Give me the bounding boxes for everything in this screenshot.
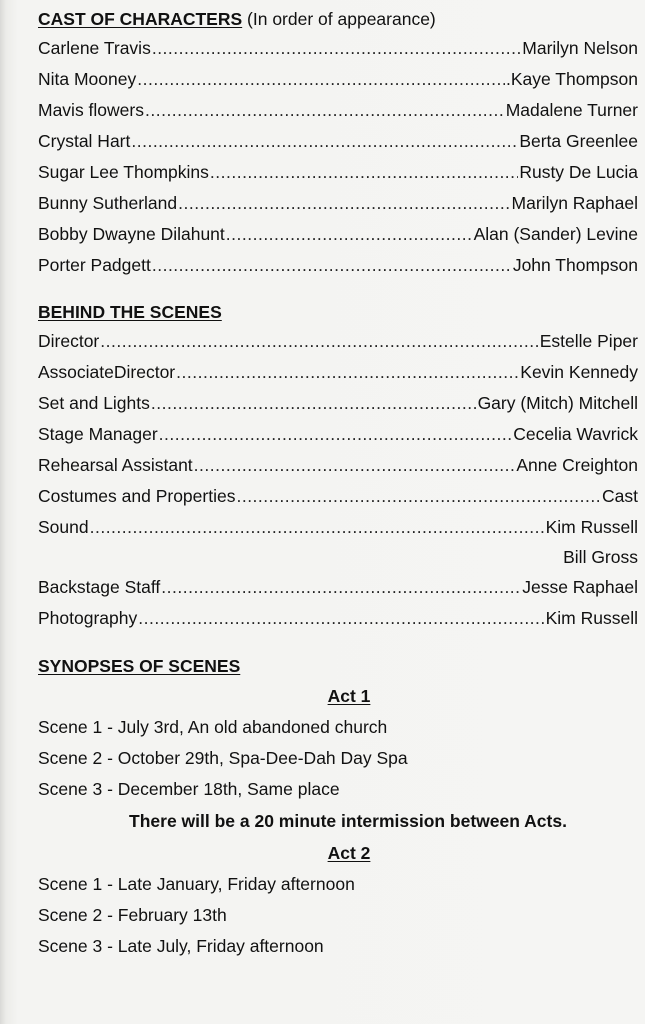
crew-row bbox=[38, 572, 638, 603]
dot-leader bbox=[210, 157, 518, 188]
cast-actor: Madalene Turner bbox=[505, 100, 638, 120]
scene-item: Scene 2 - February 13th bbox=[38, 905, 227, 925]
synopsis-heading-title: SYNOPSES OF SCENES bbox=[38, 656, 241, 676]
crew-heading-title: BEHIND THE SCENES bbox=[38, 302, 222, 322]
dot-leader bbox=[178, 188, 510, 219]
sound-extra-name: Bill Gross bbox=[563, 547, 638, 567]
dot-leader bbox=[100, 326, 538, 357]
dot-leader bbox=[159, 419, 513, 450]
dot-leader bbox=[137, 64, 505, 95]
act-1 bbox=[38, 680, 638, 805]
crew-row bbox=[38, 512, 638, 543]
scene-item: Scene 3 - Late July, Friday afternoon bbox=[38, 936, 324, 956]
crew-role: Director bbox=[38, 331, 100, 351]
cast-role: Bobby Dwayne Dilahunt bbox=[38, 224, 225, 244]
cast-row bbox=[38, 157, 638, 188]
dot-leader bbox=[152, 250, 512, 281]
cast-role: Nita Mooney bbox=[38, 69, 137, 89]
cast-role: Carlene Travis bbox=[38, 38, 151, 58]
dot-leader bbox=[236, 481, 601, 512]
crew-name: Jesse Raphael bbox=[522, 577, 638, 597]
scene-item: Scene 3 - December 18th, Same place bbox=[38, 779, 340, 799]
crew-row bbox=[38, 419, 638, 450]
crew-role: Stage Manager bbox=[38, 424, 158, 444]
crew-role: Set and Lights bbox=[38, 393, 150, 413]
cast-row bbox=[38, 188, 638, 219]
crew-row bbox=[38, 388, 638, 419]
dot-leader bbox=[138, 603, 544, 634]
crew-heading bbox=[38, 298, 638, 326]
crew-name: Anne Creighton bbox=[516, 455, 638, 475]
cast-row bbox=[38, 95, 638, 126]
cast-actor: Alan (Sander) Levine bbox=[473, 224, 638, 244]
crew-name: Kim Russell bbox=[545, 608, 638, 628]
act-1-title: Act 1 bbox=[327, 686, 371, 706]
crew-name: Cecelia Wavrick bbox=[513, 424, 638, 444]
cast-role: Porter Padgett bbox=[38, 255, 151, 275]
crew-name: Gary (Mitch) Mitchell bbox=[477, 393, 638, 413]
cast-role: Bunny Sutherland bbox=[38, 193, 178, 213]
scene-item: Scene 1 - Late January, Friday afternoon bbox=[38, 874, 355, 894]
cast-role: Sugar Lee Thompkins bbox=[38, 162, 209, 182]
cast-actor: .Kaye Thompson bbox=[506, 69, 638, 89]
cast-row bbox=[38, 33, 638, 64]
dot-leader bbox=[152, 33, 521, 64]
cast-actor: Marilyn Raphael bbox=[511, 193, 638, 213]
dot-leader bbox=[145, 95, 505, 126]
crew-name: Estelle Piper bbox=[539, 331, 638, 351]
cast-actor: Rusty De Lucia bbox=[519, 162, 638, 182]
crew-role: Backstage Staff bbox=[38, 577, 161, 597]
cast-actor: Berta Greenlee bbox=[519, 131, 638, 151]
crew-row bbox=[38, 481, 638, 512]
dot-leader bbox=[131, 126, 518, 157]
cast-actor: Marilyn Nelson bbox=[522, 38, 638, 58]
act-2 bbox=[38, 837, 638, 962]
crew-row bbox=[38, 326, 638, 357]
crew-row bbox=[38, 603, 638, 634]
cast-role: Mavis flowers bbox=[38, 100, 144, 120]
intermission-note: There will be a 20 minute intermission between Acts. bbox=[129, 811, 567, 831]
cast-heading bbox=[38, 5, 638, 33]
dot-leader bbox=[194, 450, 516, 481]
dot-leader bbox=[151, 388, 477, 419]
cast-list bbox=[38, 33, 638, 281]
crew-role: Costumes and Properties bbox=[38, 486, 236, 506]
cast-row bbox=[38, 250, 638, 281]
crew-name: Kim Russell bbox=[545, 517, 638, 537]
cast-actor: John Thompson bbox=[512, 255, 638, 275]
cast-heading-note: (In order of appearance) bbox=[242, 9, 436, 29]
cast-row bbox=[38, 64, 638, 95]
scene-item: Scene 2 - October 29th, Spa-Dee-Dah Day Spa bbox=[38, 748, 408, 768]
section-spacer bbox=[38, 634, 638, 652]
cast-heading-title: CAST OF CHARACTERS bbox=[38, 9, 243, 29]
crew-role: Sound bbox=[38, 517, 89, 537]
crew-row bbox=[38, 450, 638, 481]
dot-leader bbox=[90, 512, 545, 543]
dot-leader bbox=[176, 357, 519, 388]
crew-role: Photography bbox=[38, 608, 138, 628]
dot-leader bbox=[226, 219, 473, 250]
crew-list bbox=[38, 326, 638, 634]
cast-row bbox=[38, 126, 638, 157]
program-page bbox=[38, 5, 638, 962]
crew-role: AssociateDirector bbox=[38, 362, 176, 382]
crew-name: Kevin Kennedy bbox=[520, 362, 638, 382]
act-2-title: Act 2 bbox=[327, 843, 371, 863]
crew-row bbox=[38, 357, 638, 388]
synopsis-heading bbox=[38, 652, 638, 680]
crew-role: Rehearsal Assistant bbox=[38, 455, 193, 475]
cast-role: Crystal Hart bbox=[38, 131, 131, 151]
crew-name: Cast bbox=[602, 486, 638, 506]
cast-row bbox=[38, 219, 638, 250]
dot-leader bbox=[161, 572, 521, 603]
scene-item: Scene 1 - July 3rd, An old abandoned church bbox=[38, 717, 388, 737]
section-spacer bbox=[38, 281, 638, 298]
